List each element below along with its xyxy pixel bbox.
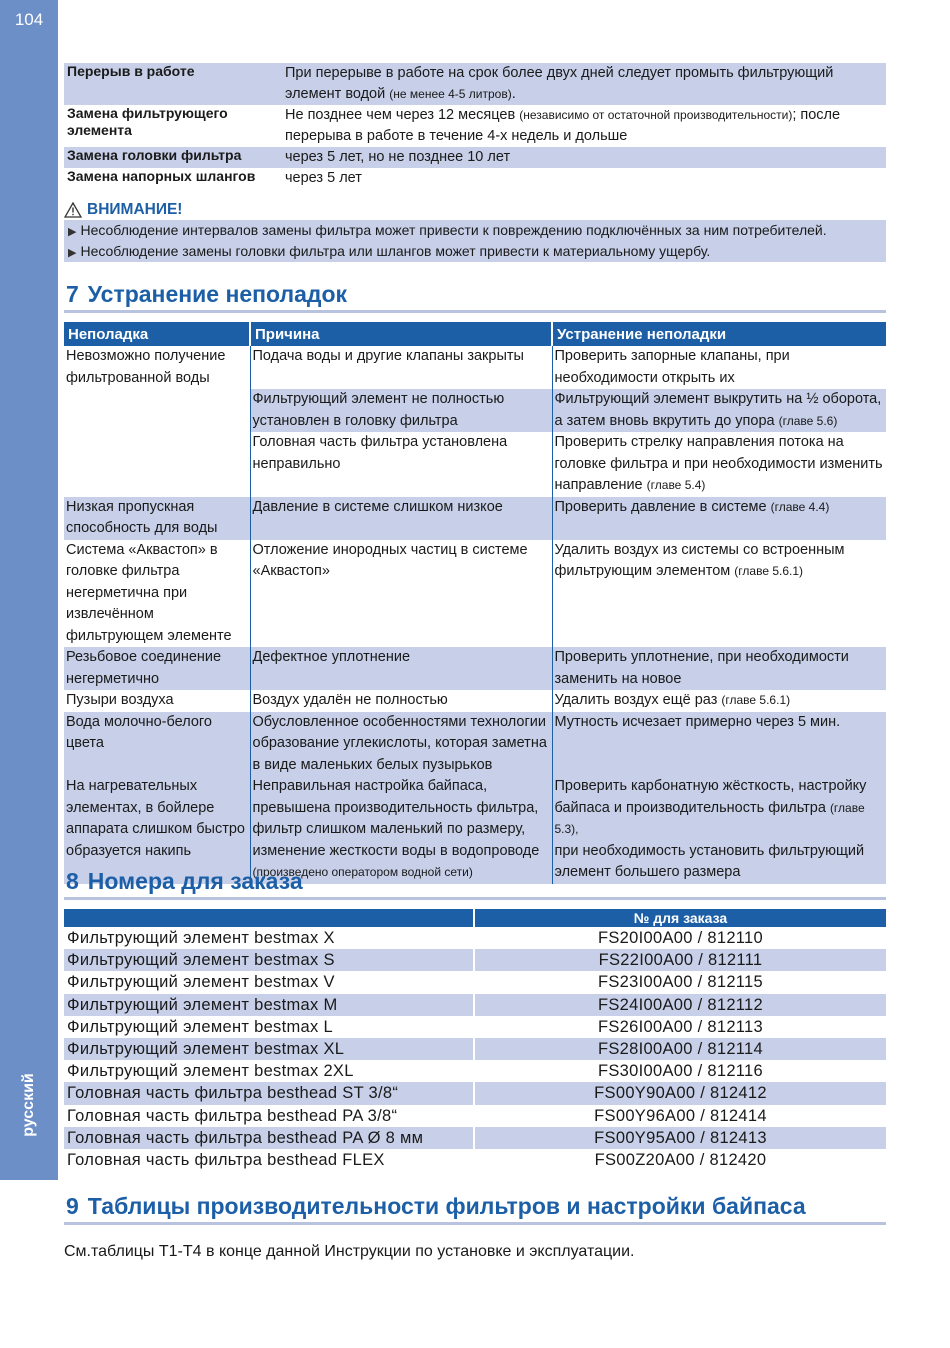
item-name: Фильтрующий элемент bestmax 2XL bbox=[67, 1062, 354, 1081]
problem-cell: Пузыри воздуха bbox=[66, 692, 174, 708]
table-row bbox=[64, 346, 886, 389]
order-code: FS28I00A00 / 812114 bbox=[474, 1038, 886, 1060]
solution-cell: Проверить карбонатную жёсткость, настройку байпаса и производительность фильтра (главе 5.3), при необходимость установить фильтрующий элемент большего размера bbox=[552, 776, 886, 884]
table-row bbox=[64, 690, 886, 712]
solution-cell: Фильтрующий элемент выкрутить на ½ оборота, а затем вновь вкрутить до упора (главе 5.6) bbox=[552, 389, 886, 432]
maintenance-value: через 5 лет bbox=[285, 170, 362, 186]
table-row bbox=[64, 927, 886, 949]
solution-cell: Проверить давление в системе (главе 4.4) bbox=[552, 497, 886, 540]
maintenance-key: Перерыв в работе bbox=[64, 63, 282, 105]
maintenance-key: Замена головки фильтра bbox=[64, 147, 282, 168]
table-row bbox=[64, 147, 886, 168]
maintenance-value: через 5 лет, но не позднее 10 лет bbox=[282, 147, 886, 168]
bullet-triangle-icon: ▶ bbox=[68, 226, 77, 238]
section-8-heading: 8 Номера для заказа bbox=[64, 868, 886, 900]
table-row bbox=[64, 105, 886, 147]
table-row bbox=[64, 168, 886, 189]
problem-cell: Невозможно получение фильтрованной воды bbox=[66, 348, 226, 386]
order-code: FS20I00A00 / 812110 bbox=[474, 927, 886, 949]
table-row bbox=[64, 1060, 886, 1082]
item-name: Фильтрующий элемент bestmax XL bbox=[64, 1038, 474, 1060]
order-code: FS00Z20A00 / 812420 bbox=[474, 1149, 886, 1171]
table-header-row bbox=[64, 909, 886, 927]
maintenance-value: Не позднее чем через 12 месяцев (независимо от остаточной производительности); после перерыва в работе в течение 4-х недель и дольше bbox=[285, 107, 841, 144]
table-row bbox=[64, 1149, 886, 1171]
table-row bbox=[64, 712, 886, 777]
warning-line: ▶ Несоблюдение замены головки фильтра или шлангов может привести к материальному ущербу. bbox=[64, 241, 886, 262]
order-code: FS24I00A00 / 812112 bbox=[474, 994, 886, 1016]
warning-title: ВНИМАНИЕ! bbox=[64, 200, 886, 220]
table-row bbox=[64, 1082, 886, 1104]
language-tab-label: русский bbox=[20, 1073, 37, 1137]
order-code: FS23I00A00 / 812115 bbox=[474, 971, 886, 993]
cause-cell: Давление в системе слишком низкое bbox=[250, 497, 552, 540]
problem-cell: Резьбовое соединение негерметично bbox=[64, 647, 250, 690]
item-name: Головная часть фильтра besthead FLEX bbox=[67, 1150, 385, 1169]
column-header-empty bbox=[64, 909, 474, 927]
solution-cell: Проверить стрелку направления потока на головке фильтра и при необходимости изменить направление (главе 5.4) bbox=[552, 432, 886, 497]
solution-cell: Удалить воздух ещё раз (главе 5.6.1) bbox=[552, 690, 886, 712]
warning-box bbox=[64, 200, 886, 262]
cause-cell: Головная часть фильтра установлена неправильно bbox=[250, 432, 552, 497]
maintenance-key: Замена напорных шлангов bbox=[67, 168, 256, 184]
maintenance-key: Замена фильтрующего элемента bbox=[67, 105, 228, 138]
table-row bbox=[64, 1105, 886, 1127]
problem-cell: Вода молочно-белого цвета bbox=[64, 712, 250, 777]
troubleshooting-table bbox=[64, 322, 886, 884]
order-code: FS00Y90A00 / 812412 bbox=[474, 1082, 886, 1104]
solution-cell: Удалить воздух из системы со встроенным фильтрующим элементом (главе 5.6.1) bbox=[552, 540, 886, 648]
section-9-heading: 9 Таблицы производительности фильтров и настройки байпаса bbox=[64, 1193, 886, 1225]
table-row bbox=[64, 432, 886, 497]
table-row bbox=[64, 647, 886, 690]
cause-cell: Воздух удалён не полностью bbox=[250, 690, 552, 712]
solution-cell: Проверить уплотнение, при необходимости заменить на новое bbox=[552, 647, 886, 690]
order-code: FS30I00A00 / 812116 bbox=[474, 1060, 886, 1082]
column-header: Причина bbox=[250, 322, 552, 346]
section-7-heading: 7 Устранение неполадок bbox=[64, 281, 886, 313]
section-9-text: См.таблицы T1-T4 в конце данной Инструкции по установке и эксплуатации. bbox=[64, 1243, 635, 1260]
item-name: Головная часть фильтра besthead ST 3/8“ bbox=[64, 1082, 474, 1104]
order-code: FS00Y96A00 / 812414 bbox=[474, 1105, 886, 1127]
item-name: Головная часть фильтра besthead PA Ø 8 мм bbox=[64, 1127, 474, 1149]
item-name: Фильтрующий элемент bestmax V bbox=[67, 973, 335, 992]
bullet-triangle-icon: ▶ bbox=[68, 247, 77, 259]
table-row bbox=[64, 389, 886, 432]
table-row bbox=[64, 63, 886, 105]
cause-cell: Дефектное уплотнение bbox=[250, 647, 552, 690]
table-header-row bbox=[64, 322, 886, 346]
cause-cell: Обусловленное особенностями технологии образование углекислоты, которая заметна в виде маленьких белых пузырьков bbox=[250, 712, 552, 777]
page-number: 104 bbox=[14, 10, 44, 29]
cause-cell: Фильтрующий элемент не полностью установлен в головку фильтра bbox=[250, 389, 552, 432]
problem-cell: Система «Аквастоп» в головке фильтра негерметична при извлечённом фильтрующем элементе bbox=[66, 541, 232, 644]
problem-cell: Низкая пропускная способность для воды bbox=[64, 497, 250, 540]
table-row bbox=[64, 949, 886, 971]
order-code: FS22I00A00 / 812111 bbox=[474, 949, 886, 971]
item-name: Головная часть фильтра besthead PA 3/8“ bbox=[67, 1106, 398, 1125]
table-row bbox=[64, 497, 886, 540]
column-header: Устранение неполадки bbox=[552, 322, 886, 346]
cause-cell: Отложение инородных частиц в системе «Аквастоп» bbox=[250, 540, 552, 648]
item-name: Фильтрующий элемент bestmax L bbox=[67, 1017, 333, 1036]
side-tab bbox=[0, 0, 58, 1180]
problem-cell bbox=[64, 432, 250, 497]
solution-cell: Проверить запорные клапаны, при необходимости открыть их bbox=[552, 346, 886, 389]
warning-line: ▶ Несоблюдение интервалов замены фильтра может привести к повреждению подключённых за ним потребителей. bbox=[64, 220, 886, 241]
table-row bbox=[64, 994, 886, 1016]
column-header: Неполадка bbox=[64, 322, 250, 346]
warning-triangle-icon bbox=[64, 202, 82, 218]
order-code: FS00Y95A00 / 812413 bbox=[474, 1127, 886, 1149]
table-row bbox=[64, 1127, 886, 1149]
cause-cell: Подача воды и другие клапаны закрыты bbox=[250, 346, 552, 389]
table-row bbox=[64, 1016, 886, 1038]
maintenance-table bbox=[64, 63, 886, 189]
maintenance-value: При перерыве в работе на срок более двух дней следует промыть фильтрующий элемент водой (не менее 4-5 литров). bbox=[282, 63, 886, 105]
item-name: Фильтрующий элемент bestmax X bbox=[67, 929, 335, 948]
problem-cell: На нагревательных элементах, в бойлере аппарата слишком быстро образуется накипь bbox=[64, 776, 250, 884]
table-row bbox=[64, 540, 886, 648]
order-code: FS26I00A00 / 812113 bbox=[474, 1016, 886, 1038]
table-row bbox=[64, 971, 886, 993]
item-name: Фильтрующий элемент bestmax M bbox=[64, 994, 474, 1016]
order-numbers-table bbox=[64, 909, 886, 1171]
cause-cell: Неправильная настройка байпаса, превышена производительность фильтра, фильтр слишком маленький по размеру, изменение жесткости воды в водопроводе (произведено оператором водной сети) bbox=[250, 776, 552, 884]
solution-cell: Мутность исчезает примерно через 5 мин. bbox=[552, 712, 886, 777]
item-name: Фильтрующий элемент bestmax S bbox=[64, 949, 474, 971]
column-header: № для заказа bbox=[474, 909, 886, 927]
table-row bbox=[64, 1038, 886, 1060]
problem-cell bbox=[64, 389, 250, 432]
